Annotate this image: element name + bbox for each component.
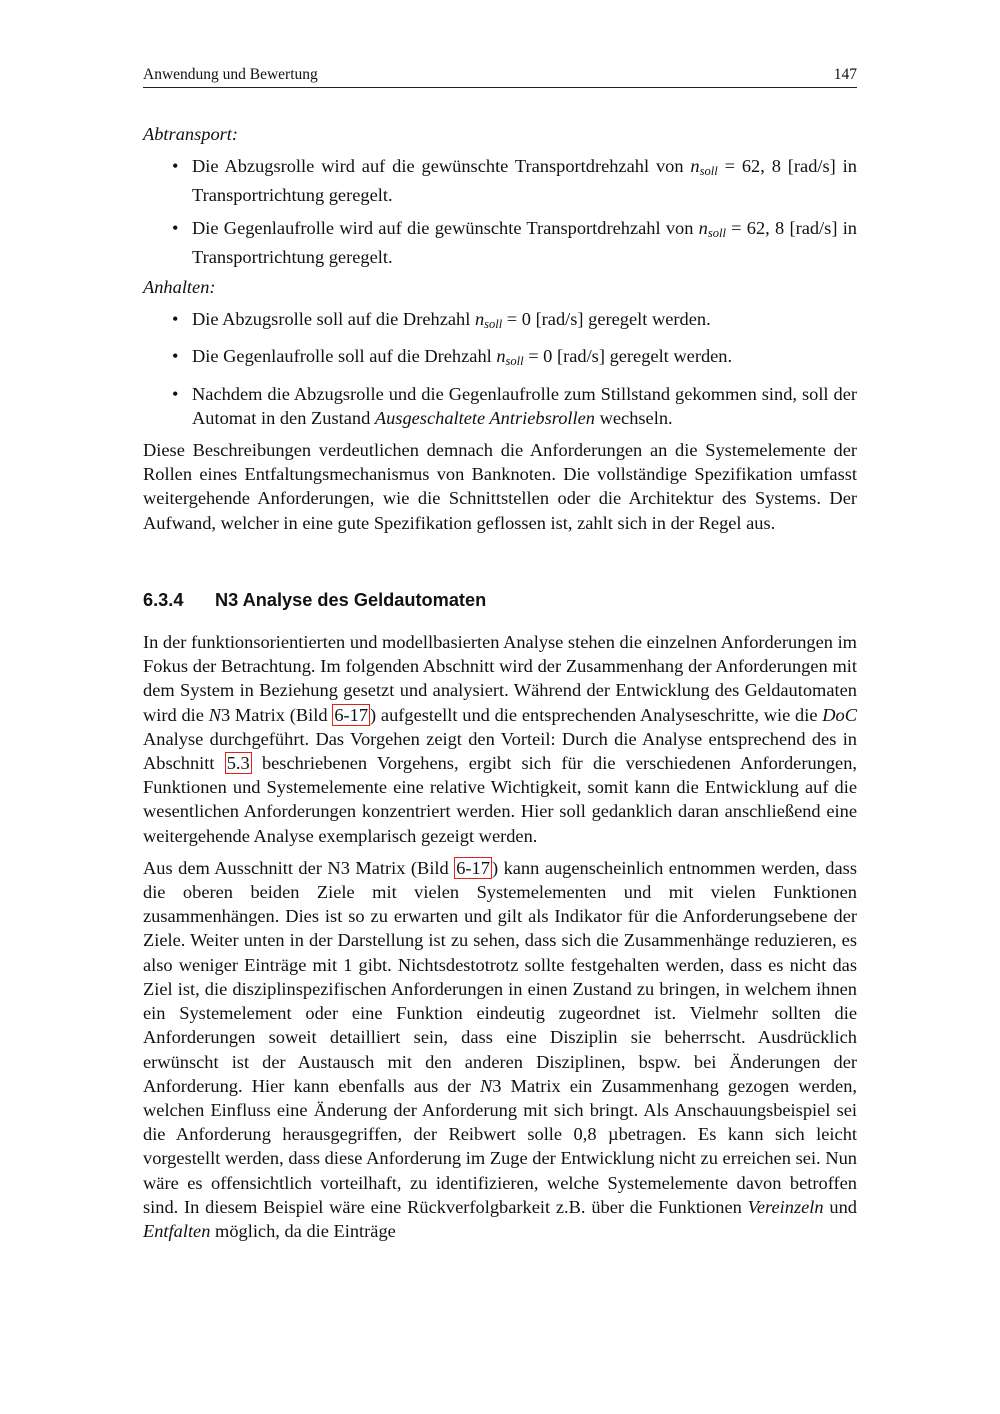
list-item: • Die Abzugsrolle soll auf die Drehzahl $n_{soll} = 0$ [rad/s] geregelt werden.: [172, 307, 857, 336]
running-header: [143, 66, 857, 88]
section-reference-link[interactable]: 5.3: [226, 753, 250, 774]
anhalten-list: [143, 307, 857, 430]
page: [143, 66, 857, 1243]
analysis-paragraph-2: Aus dem Ausschnitt der N3 Matrix (Bild 6-17 ) kann augenscheinlich entnommen werden, dass die oberen beiden Ziele mit vielen Systemelementen und mit vielen Funktionen zusammenhängen. Dies ist so zu erwarten und gilt als Indikator für die Anforderungsebene der Ziele. Weiter unten in der Darstellung ist zu sehen, dass sich die Zusammenhänge reduzieren, es also weniger Einträge mit 1 gibt. Nichtsdestotrotz sollte festgehalten werden, dass es nicht das Ziel ist, die disziplinspezifischen Anforderungen in einen Zustand zu bringen, in welchem ihnen ein Systemelement oder eine Funktion eindeutig zugeordnet ist. Vielmehr sollten die Anforderungen soweit detailliert sein, dass eine Disziplin sie beherrscht. Ausdrücklich erwünscht ist der Austausch mit den anderen Disziplinen, bspw. bei Änderungen der Anforderung. Hier kann ebenfalls aus der N3 Matrix ein Zusammenhang gezogen werden, welchen Einfluss eine Änderung der Anforderung mit sich bringt. Als Anschauungsbeispiel sei die Anforderung herausgegriffen, der Reibwert solle 0,8 µbetragen. Es kann sich leicht vorgestellt werden, dass diese Anforderung im Zuge der Entwicklung nicht zu erreichen sei. Nun wäre es offensichtlich vorteilhaft, zu identifizieren, welche Systemelemente davon betroffen sind. In diesem Beispiel wäre eine Rückverfolgbarkeit z.B. über die Funktionen Vereinzeln und Entfalten möglich, da die Einträge: [143, 857, 857, 1241]
header-title: Anwendung und Bewertung: [143, 66, 318, 83]
summary-paragraph: Diese Beschreibungen verdeutlichen demnach die Anforderungen an die Systemelemente der Rollen eines Entfaltungsmechanismus von Banknoten. Die vollständige Spezifikation umfasst weitergehende Anforderungen, wie die Schnittstellen oder die Architektur des Systems. Der Aufwand, welcher in eine gute Spezifikation geflossen ist, zahlt sich in der Regel aus.: [143, 440, 857, 533]
page-number: 147: [833, 66, 857, 83]
section-heading: [143, 588, 857, 612]
figure-reference-link[interactable]: 6-17: [456, 857, 490, 878]
anhalten-label: Anhalten:: [143, 277, 216, 298]
list-item: • Die Abzugsrolle wird auf die gewünschte Transportdrehzahl von $n_{soll} = 62$, 8 [rad/s] in Transportrichtung geregelt.: [172, 154, 857, 207]
abtransport-list: [143, 154, 857, 269]
section-title: N3 Analyse des Geldautomaten: [215, 589, 487, 610]
list-item: • Die Gegenlaufrolle soll auf die Drehzahl $n_{soll} = 0$ [rad/s] geregelt werden.: [172, 344, 857, 373]
analysis-paragraph-1: In der funktionsorientierten und modellbasierten Analyse stehen die einzelnen Anforderungen im Fokus der Betrachtung. Im folgenden Abschnitt wird der Zusammenhang der Anforderungen mit dem System in Beziehung gesetzt und analysiert. Während der Entwicklung des Geldautomaten wird die N3 Matrix (Bild 6-17 ) aufgestellt und die entsprechenden Analyseschritte, wie die DoC Analyse durchgeführt. Das Vorgehen zeigt den Vorteil: Durch die Analyse entsprechend des in Abschnitt 5.3 beschriebenen Vorgehens, ergibt sich für die verschiedenen Anforderungen, Funktionen und Systemelemente eine relative Wichtigkeit, somit kann die Entwicklung auf die wesentlichen Anforderungen konzentriert werden. Hier soll gedanklich daran anschließend eine weitergehende Analyse exemplarisch gezeigt werden.: [143, 632, 857, 846]
list-item: • Nachdem die Abzugsrolle und die Gegenlaufrolle zum Stillstand gekommen sind, soll der Automat in den Zustand Ausgeschaltete Antriebsrollen wechseln.: [172, 382, 857, 430]
page-body: [143, 122, 857, 1243]
abtransport-label: Abtransport:: [143, 124, 239, 144]
figure-reference-link[interactable]: 6-17: [334, 704, 369, 725]
list-item: • Die Gegenlaufrolle wird auf die gewünschte Transportdrehzahl von $n_{soll} = 62$, 8 [rad/s] in Transportrichtung geregelt.: [172, 216, 857, 269]
section-number: 6.3.4: [143, 589, 184, 610]
